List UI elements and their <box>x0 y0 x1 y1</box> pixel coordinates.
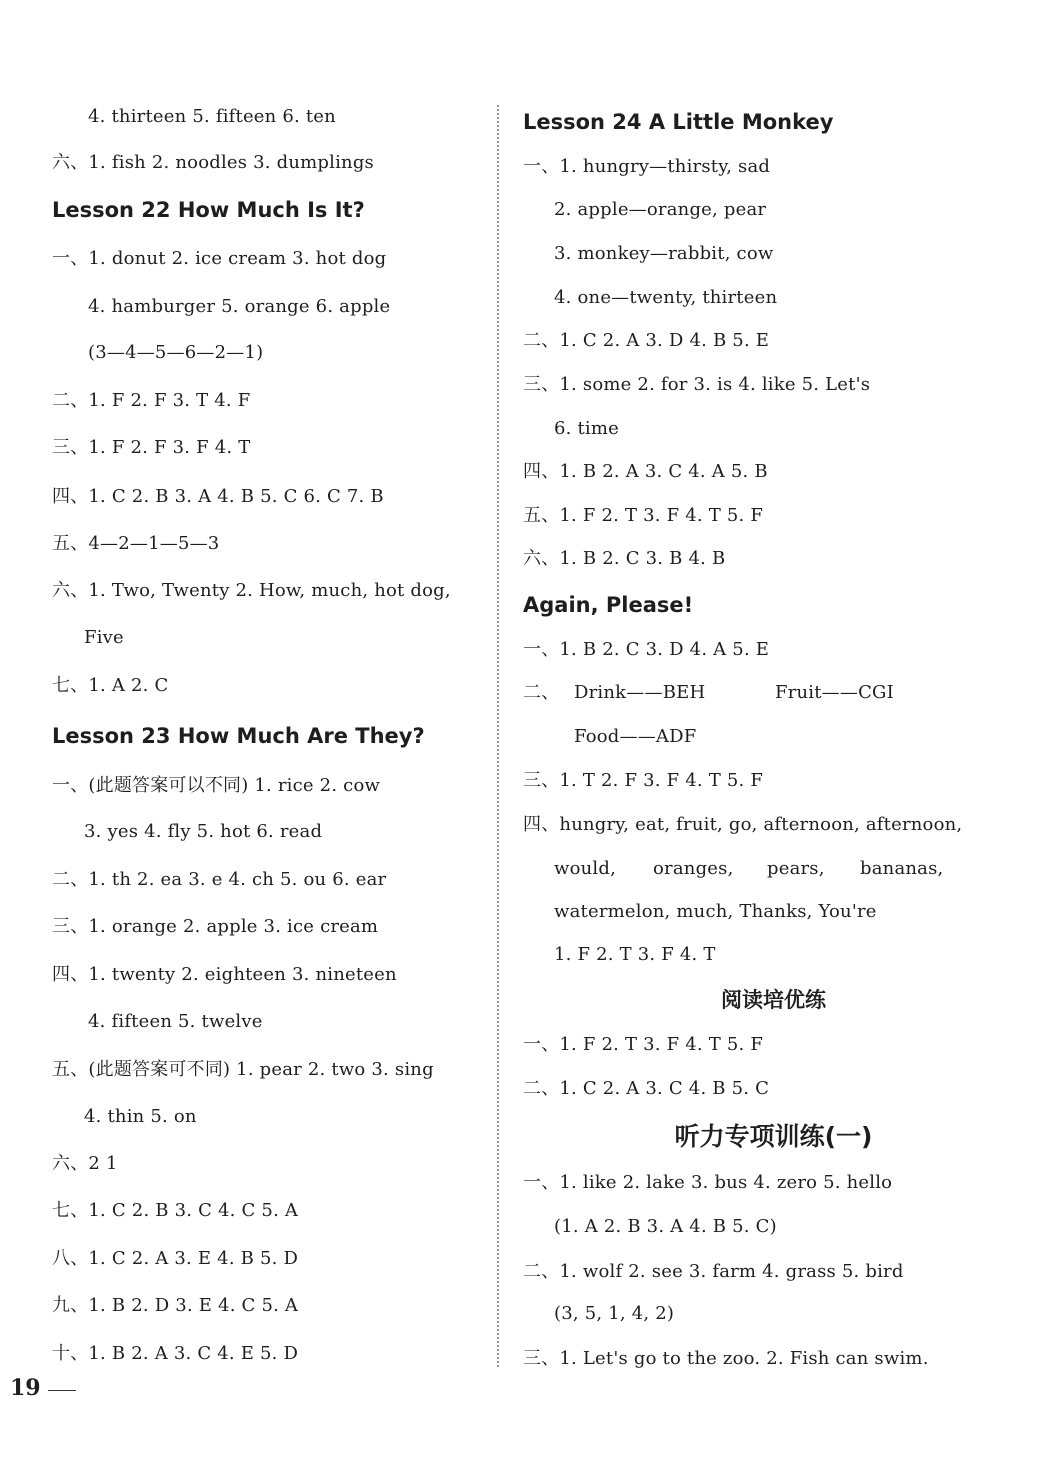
answer-line: 2. apple—orange, pear <box>554 199 767 220</box>
answer-line: 六、1. B 2. C 3. B 4. B <box>523 548 726 569</box>
answer-line: 一、1. donut 2. ice cream 3. hot dog <box>52 248 387 269</box>
answer-line: 1. F 2. T 3. F 4. T <box>554 944 716 965</box>
answer-line: 四、1. C 2. B 3. A 4. B 5. C 6. C 7. B <box>52 486 384 507</box>
answer-line: 三、1. T 2. F 3. F 4. T 5. F <box>523 770 764 791</box>
answer-line: 二、1. C 2. A 3. C 4. B 5. C <box>523 1078 770 1099</box>
answer-line: 十、1. B 2. A 3. C 4. E 5. D <box>52 1343 299 1364</box>
answer-line: 4. hamburger 5. orange 6. apple <box>88 296 391 317</box>
answer-line: Five <box>84 627 124 648</box>
page-number: 19 <box>10 1375 41 1401</box>
answer-line: 一、1. hungry—thirsty, sad <box>523 156 771 177</box>
answer-line: pears, <box>767 858 825 879</box>
answer-line: 三、1. F 2. F 3. F 4. T <box>52 437 251 458</box>
answer-line: 三、1. some 2. for 3. is 4. like 5. Let's <box>523 374 871 395</box>
answer-line: 一、1. F 2. T 3. F 4. T 5. F <box>523 1034 764 1055</box>
answer-line: would, <box>554 858 617 879</box>
answer-line: 四、hungry, eat, fruit, go, afternoon, afternoon, <box>523 814 963 835</box>
answer-line: watermelon, much, Thanks, You're <box>554 901 877 922</box>
answer-line: 4. one—twenty, thirteen <box>554 287 778 308</box>
answer-line: 一、(此题答案可以不同) 1. rice 2. cow <box>52 775 381 796</box>
lesson-24-heading: Lesson 24 A Little Monkey <box>523 110 834 134</box>
answer-line: 三、1. Let's go to the zoo. 2. Fish can swim. <box>523 1348 929 1369</box>
answer-line: 二、1. th 2. ea 3. e 4. ch 5. ou 6. ear <box>52 869 387 890</box>
answer-line: 二、1. F 2. F 3. T 4. F <box>52 390 251 411</box>
answer-line: 八、1. C 2. A 3. E 4. B 5. D <box>52 1248 299 1269</box>
answer-line: 四、1. B 2. A 3. C 4. A 5. B <box>523 461 768 482</box>
page-number-dash <box>48 1390 76 1391</box>
answer-line: 4. thirteen 5. fifteen 6. ten <box>88 106 336 127</box>
answer-line: 二、1. C 2. A 3. D 4. B 5. E <box>523 330 770 351</box>
answer-line: Fruit——CGI <box>775 682 894 703</box>
reading-practice-heading: 阅读培优练 <box>721 988 826 1012</box>
answer-line: Drink——BEH <box>574 682 706 703</box>
answer-line: 二、1. wolf 2. see 3. farm 4. grass 5. bird <box>523 1261 904 1282</box>
answer-line: 3. monkey—rabbit, cow <box>554 243 774 264</box>
answer-line: 3. yes 4. fly 5. hot 6. read <box>84 821 323 842</box>
lesson-23-heading: Lesson 23 How Much Are They? <box>52 724 425 748</box>
answer-line: 六、1. fish 2. noodles 3. dumplings <box>52 152 374 173</box>
answer-line: 6. time <box>554 418 620 439</box>
answer-line: (3, 5, 1, 4, 2) <box>554 1303 675 1324</box>
answer-line: 四、1. twenty 2. eighteen 3. nineteen <box>52 964 397 985</box>
answer-line: bananas, <box>860 858 944 879</box>
answer-line: 七、1. C 2. B 3. C 4. C 5. A <box>52 1200 299 1221</box>
answer-line: Food——ADF <box>574 726 697 747</box>
column-divider <box>497 105 499 1367</box>
answer-line: 二、 <box>523 682 560 703</box>
answer-line: 三、1. orange 2. apple 3. ice cream <box>52 916 379 937</box>
answer-line: 4. thin 5. on <box>84 1106 197 1127</box>
again-please-heading: Again, Please! <box>523 593 694 617</box>
listening-training-heading: 听力专项训练(一) <box>674 1122 873 1151</box>
answer-line: 五、1. F 2. T 3. F 4. T 5. F <box>523 505 764 526</box>
answer-line: 五、(此题答案可不同) 1. pear 2. two 3. sing <box>52 1059 434 1080</box>
answer-line: 九、1. B 2. D 3. E 4. C 5. A <box>52 1295 299 1316</box>
answer-line: (1. A 2. B 3. A 4. B 5. C) <box>554 1216 777 1237</box>
answer-line: 七、1. A 2. C <box>52 675 169 696</box>
answer-line: 六、2 1 <box>52 1153 118 1174</box>
answer-line: oranges, <box>653 858 734 879</box>
answer-line: 六、1. Two, Twenty 2. How, much, hot dog, <box>52 580 451 601</box>
answer-line: 一、1. like 2. lake 3. bus 4. zero 5. hello <box>523 1172 893 1193</box>
answer-line: 五、4—2—1—5—3 <box>52 533 220 554</box>
lesson-22-heading: Lesson 22 How Much Is It? <box>52 198 365 222</box>
answer-line: (3—4—5—6—2—1) <box>88 342 264 363</box>
answer-line: 4. fifteen 5. twelve <box>88 1011 263 1032</box>
answer-line: 一、1. B 2. C 3. D 4. A 5. E <box>523 639 770 660</box>
